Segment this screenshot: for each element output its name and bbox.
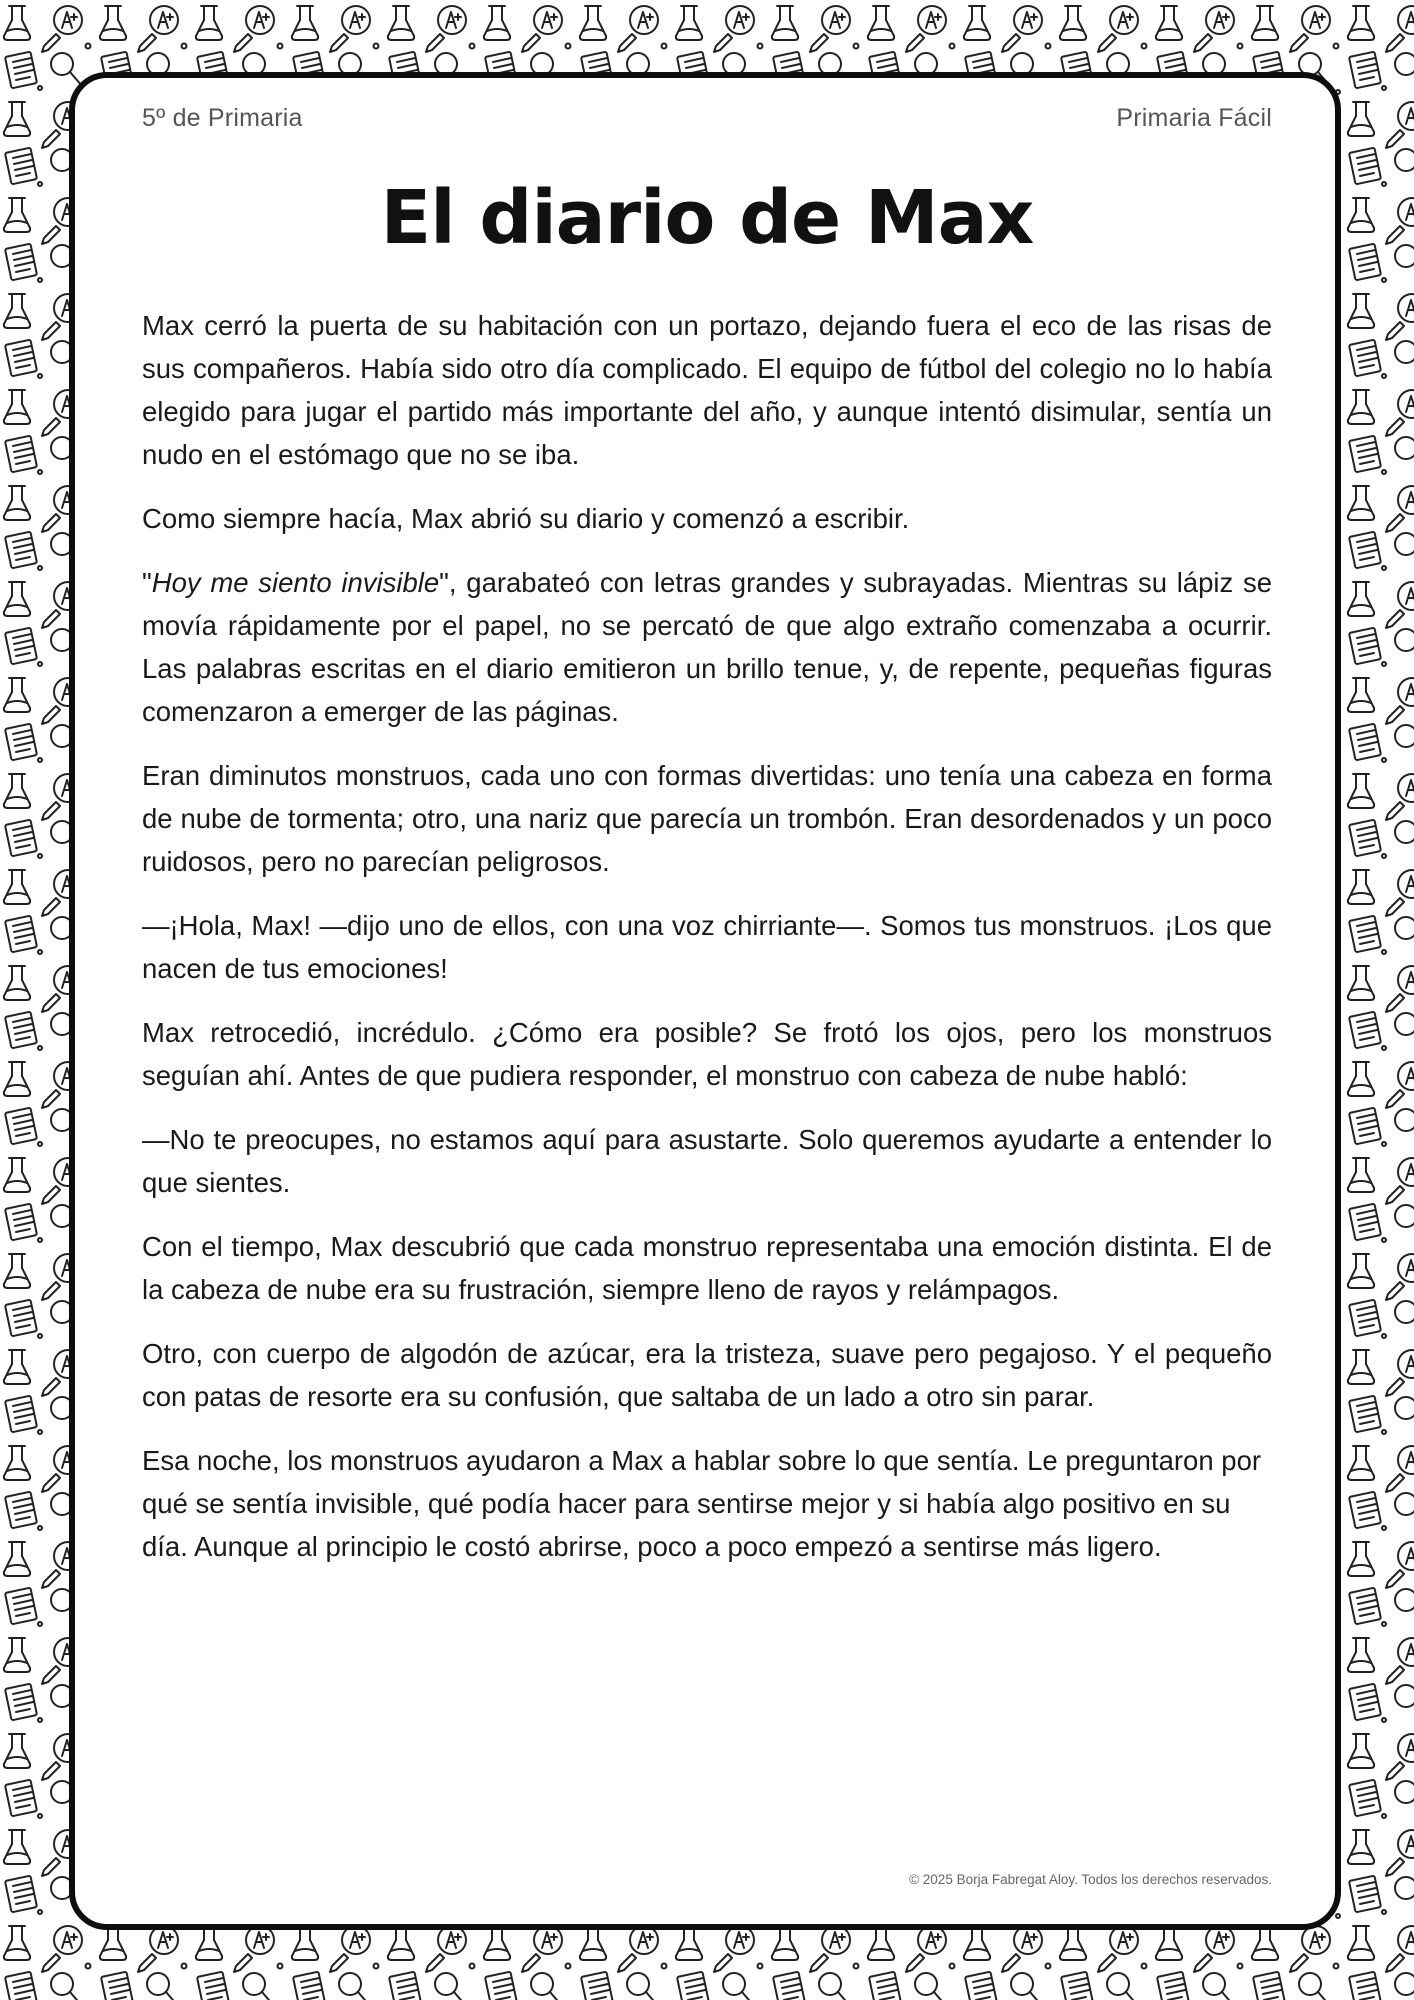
- story-title: El diario de Max: [380, 175, 1034, 261]
- brand-label: Primaria Fácil: [1116, 104, 1272, 132]
- open-quote: ": [142, 567, 152, 598]
- paragraph: Esa noche, los monstruos ayudaron a Max a hablar sobre lo que sentía. Le preguntaron por qué se sentía invisible, qué podía hacer para sentirse mejor y si había algo positivo en su día. Aunque al principio le costó abrirse, poco a poco empezó a sentirse más ligero.: [142, 1445, 1262, 1562]
- paragraph: Max retrocedió, incrédulo. ¿Cómo era posible? Se frotó los ojos, pero los monstruos seguían ahí. Antes de que pudiera responder, el monstruo con cabeza de nube habló:: [142, 1017, 1272, 1091]
- paragraph: Como siempre hacía, Max abrió su diario y comenzó a escribir.: [142, 503, 910, 534]
- grade-label: 5º de Primaria: [142, 104, 303, 132]
- story-body: [142, 304, 1272, 1589]
- paragraph: Con el tiempo, Max descubrió que cada monstruo representaba una emoción distinta. El de la cabeza de nube era su frustración, siempre lleno de rayos y relámpagos.: [142, 1231, 1272, 1305]
- paragraph: Eran diminutos monstruos, cada uno con formas divertidas: uno tenía una cabeza en forma de nube de tormenta; otro, una nariz que parecía un trombón. Eran desordenados y un poco ruidosos, pero no parecían peligrosos.: [142, 760, 1272, 877]
- paragraph: —No te preocupes, no estamos aquí para asustarte. Solo queremos ayudarte a entender lo que sientes.: [142, 1124, 1272, 1198]
- paragraph: —¡Hola, Max! —dijo uno de ellos, con una voz chirriante—. Somos tus monstruos. ¡Los que nacen de tus emociones!: [142, 910, 1272, 984]
- diary-quote: Hoy me siento invisible: [151, 567, 440, 598]
- paragraph: Otro, con cuerpo de algodón de azúcar, era la tristeza, suave pero pegajoso. Y el pequeño con patas de resorte era su confusión, que saltaba de un lado a otro sin parar.: [142, 1338, 1272, 1412]
- paragraph: Max cerró la puerta de su habitación con un portazo, dejando fuera el eco de las risas de sus compañeros. Había sido otro día complicado. El equipo de fútbol del colegio no lo había elegido para jugar el partido más importante del año, y aunque intentó disimular, sentía un nudo en el estómago que no se iba.: [142, 310, 1272, 470]
- diary-paragraph-rest: ", garabateó con letras grandes y subrayadas. Mientras su lápiz se movía rápidamente por el papel, no se percató de que algo extraño comenzaba a ocurrir. Las palabras escritas en el diario emitieron un brillo tenue, y, de repente, pequeñas figuras comenzaron a emerger de las páginas.: [142, 567, 1272, 727]
- diary-paragraph: [142, 561, 1272, 733]
- copyright-footer: © 2025 Borja Fabregat Aloy. Todos los derechos reservados.: [909, 1872, 1272, 1887]
